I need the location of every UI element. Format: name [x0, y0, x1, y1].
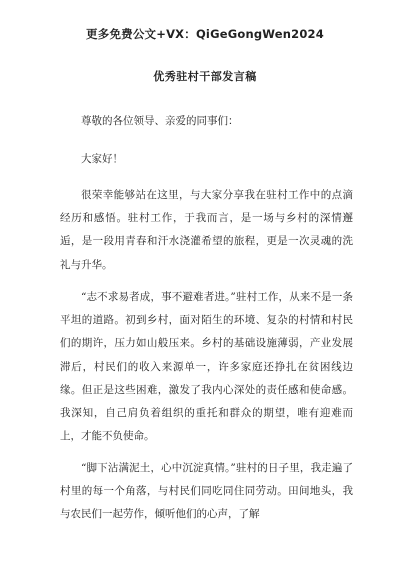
promo-header: 更多免费公文+VX：QiGeGongWen2024 [86, 27, 324, 41]
paragraph-3: “脚下沾满泥土，心中沉淀真情。”驻村的日子里，我走遍了村里的每一个角落，与村民们同吃同住同劳动。田间地头，我与农民们一起劳作，倾听他们的心声，了解 [60, 462, 353, 521]
document-title: 优秀驻村干部发言稿 [153, 70, 257, 83]
greeting: 大家好！ [81, 153, 123, 165]
salutation: 尊敬的各位领导、亲爱的同事们： [81, 115, 239, 127]
paragraph-1: 很荣幸能够站在这里，与大家分享我在驻村工作中的点滴经历和感悟。驻村工作，于我而言，是一场与乡村的深情邂逅，是一段用青春和汗水浇灌希望的旅程，更是一次灵魂的洗礼与升华。 [60, 189, 353, 271]
paragraph-2: “志不求易者成，事不避难者进。”驻村工作，从来不是一条平坦的道路。初到乡村，面对陌生的环境、复杂的村情和村民们的期许，压力如山般压来。乡村的基础设施薄弱，产业发展滞后，村民们的收入来源单一，许多家庭还挣扎在贫困线边缘。但正是这些困难，激发了我内心深处的责任感和使命感。我深知，自己肩负着组织的重托和群众的期望，唯有迎难而上，才能不负使命。 [60, 291, 353, 443]
